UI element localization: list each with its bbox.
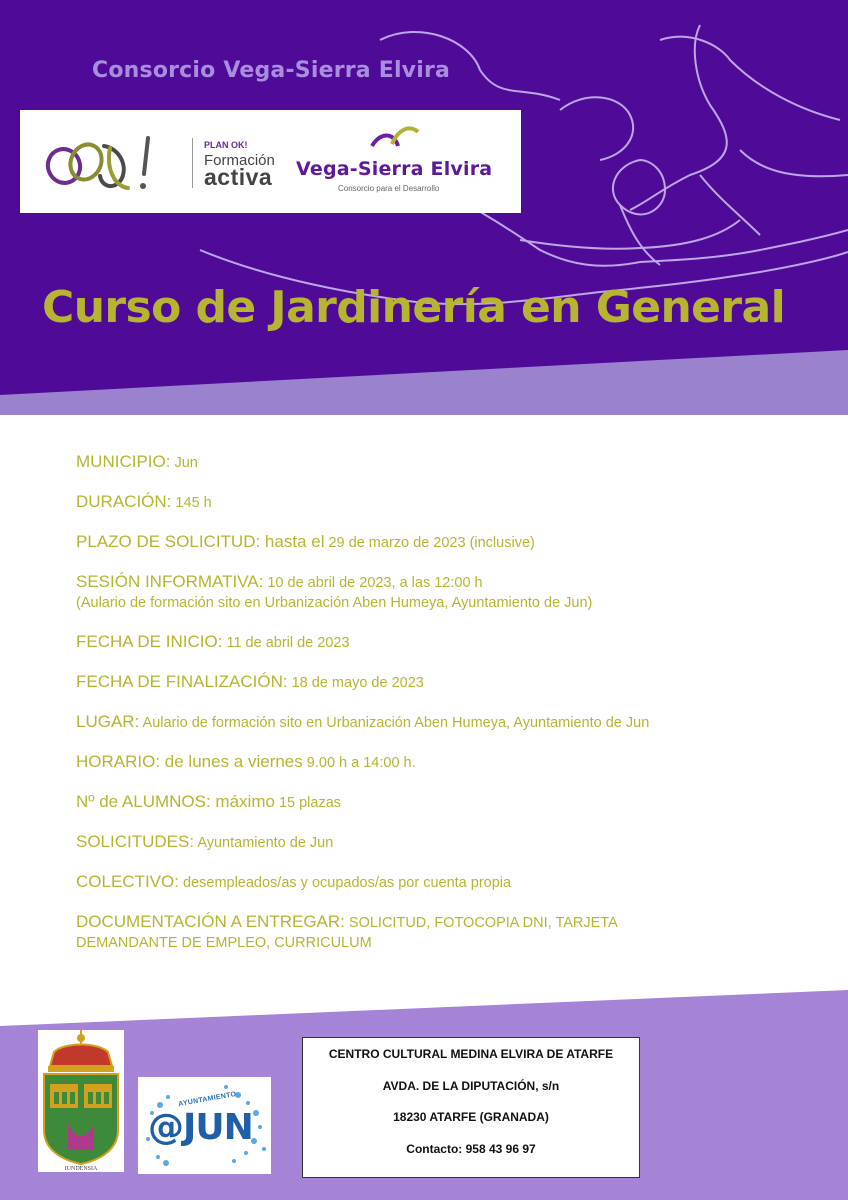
info-label: DURACIÓN:: [76, 492, 172, 511]
contact-phone: Contacto: 958 43 96 97: [406, 1142, 536, 1156]
info-value: SOLICITUD, FOTOCOPIA DNI, TARJETA: [344, 915, 618, 931]
plan-ok-label: PLAN OK!: [204, 140, 248, 150]
info-row: [76, 912, 806, 953]
info-label: SOLICITUDES:: [76, 832, 195, 851]
vega-sierra-mark-icon: [370, 124, 420, 154]
plan-ok-logo-icon: [36, 128, 166, 198]
logo-divider: [192, 138, 193, 188]
info-row: [76, 872, 806, 893]
footer-diagonal: [0, 990, 848, 1030]
address-line-3: 18230 ATARFE (GRANADA): [393, 1110, 549, 1124]
info-row: [76, 532, 806, 553]
activa-label: activa: [204, 164, 273, 190]
municipal-crest-icon: [38, 1030, 124, 1172]
address-box: [302, 1037, 640, 1178]
address-line-2: AVDA. DE LA DIPUTACIÓN, s/n: [382, 1079, 560, 1093]
ayuntamiento-jun-logo: [138, 1077, 271, 1174]
info-row: [76, 632, 806, 653]
formacion-label: Formación: [204, 152, 275, 169]
info-label: PLAZO DE SOLICITUD: hasta el: [76, 532, 325, 551]
info-value: 10 de abril de 2023, a las 12:00 h: [263, 575, 483, 591]
info-value: 15 plazas: [274, 795, 342, 811]
info-label: FECHA DE FINALIZACIÓN:: [76, 672, 288, 691]
info-value: 11 de abril de 2023: [222, 635, 350, 651]
info-label: HORARIO: de lunes a viernes: [76, 752, 303, 771]
info-row: [76, 832, 806, 853]
info-extra: DEMANDANTE DE EMPLEO, CURRICULUM: [76, 935, 372, 951]
info-label: LUGAR:: [76, 712, 140, 731]
info-row: [76, 712, 806, 733]
crest-motto: IUNDENSIA: [64, 1166, 98, 1172]
info-value: 9.00 h a 14:00 h.: [302, 755, 416, 771]
info-row: [76, 792, 806, 813]
jun-ayuntamiento-label: AYUNTAMIENTO: [177, 1090, 237, 1109]
info-row: [76, 672, 806, 693]
info-label: FECHA DE INICIO:: [76, 632, 223, 651]
info-label: SESIÓN INFORMATIVA:: [76, 572, 264, 591]
info-value: desempleados/as y ocupados/as por cuenta propia: [178, 875, 512, 891]
info-value: Jun: [170, 455, 198, 471]
vega-sierra-subtitle: Consorcio para el Desarrollo: [338, 184, 440, 193]
address-line-1: CENTRO CULTURAL MEDINA ELVIRA DE ATARFE: [328, 1047, 614, 1061]
info-label: DOCUMENTACIÓN A ENTREGAR:: [76, 912, 345, 931]
header-banner: [0, 0, 848, 415]
info-value: Aulario de formación sito en Urbanización Aben Humeya, Ayuntamiento de Jun: [139, 715, 650, 731]
info-value: 29 de marzo de 2023 (inclusive): [324, 535, 535, 551]
info-label: COLECTIVO:: [76, 872, 179, 891]
page-title: Curso de Jardinería en General: [42, 282, 786, 333]
jun-name: @JUN: [148, 1107, 253, 1148]
info-row: [76, 752, 806, 773]
vega-sierra-name: Vega-Sierra Elvira: [296, 158, 493, 180]
info-row: [76, 452, 806, 473]
info-label: MUNICIPIO:: [76, 452, 171, 471]
info-label: Nº de ALUMNOS: máximo: [76, 792, 275, 811]
info-row: [76, 572, 806, 613]
info-row: [76, 492, 806, 513]
consorcio-heading: Consorcio Vega-Sierra Elvira: [92, 58, 451, 83]
info-extra: (Aulario de formación sito en Urbanización Aben Humeya, Ayuntamiento de Jun): [76, 595, 593, 611]
logo-panel: [20, 110, 521, 213]
course-info-list: [76, 452, 806, 972]
info-value: 18 de mayo de 2023: [287, 675, 424, 691]
info-value: 145 h: [171, 495, 212, 511]
info-value: Ayuntamiento de Jun: [194, 835, 334, 851]
